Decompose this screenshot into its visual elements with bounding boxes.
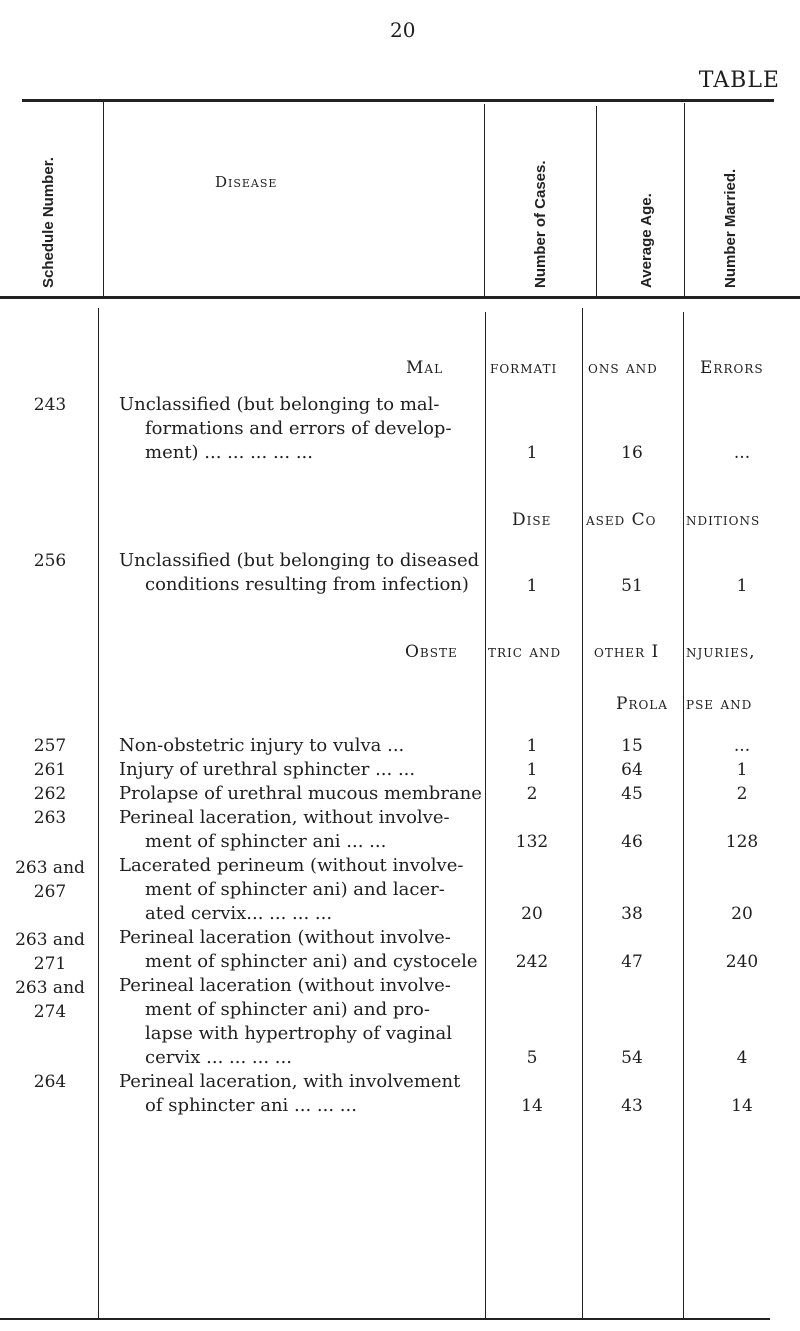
- average-age-value: 54: [621, 1048, 643, 1068]
- married-value: 14: [731, 1096, 753, 1116]
- schedule-line: 267: [33, 882, 67, 902]
- disease-description: [119, 926, 478, 974]
- married-value: ...: [733, 736, 751, 756]
- section-fragment: pse and: [686, 694, 753, 714]
- header-top-rule: [22, 99, 774, 102]
- married-value: 2: [736, 784, 748, 804]
- disease-line: ment of sphincter ani) and lacer-: [145, 879, 445, 900]
- married-value: 4: [736, 1048, 748, 1068]
- table-title: TABLE: [698, 68, 780, 93]
- schedule-number: 261: [33, 760, 67, 780]
- section-fragment: Dise: [512, 510, 552, 530]
- disease-description: [119, 974, 452, 1070]
- header-number-married: Number Married.: [722, 168, 739, 288]
- section-fragment: tric and: [488, 642, 562, 662]
- schedule-number: [4, 928, 96, 976]
- married-value: 240: [725, 952, 759, 972]
- disease-line: Unclassified (but belonging to mal-: [119, 394, 440, 415]
- header-number-of-cases: Number of Cases.: [532, 160, 549, 288]
- disease-line: cervix ... ... ... ...: [145, 1047, 292, 1068]
- section-fragment: other I: [594, 642, 660, 662]
- header-average-age: Average Age.: [638, 193, 655, 288]
- schedule-number: 257: [33, 736, 67, 756]
- average-age-value: 47: [621, 952, 643, 972]
- cases-value: 1: [526, 760, 538, 780]
- cases-value: 14: [521, 1096, 543, 1116]
- section-fragment: formati: [490, 358, 558, 378]
- header-divider: [596, 106, 597, 296]
- header-divider: [684, 103, 685, 296]
- cases-value: 242: [515, 952, 549, 972]
- average-age-value: 15: [621, 736, 643, 756]
- disease-description: [119, 782, 482, 806]
- married-value: 1: [736, 576, 748, 596]
- table-bottom-rule: [0, 1318, 770, 1320]
- disease-description: [119, 1070, 460, 1118]
- disease-line: formations and errors of develop-: [145, 418, 452, 439]
- schedule-number: 263: [33, 808, 67, 828]
- schedule-number: 264: [33, 1072, 67, 1092]
- body-divider: [98, 308, 99, 1318]
- average-age-value: 16: [621, 443, 643, 463]
- cases-value: 1: [526, 736, 538, 756]
- married-value: 1: [736, 760, 748, 780]
- schedule-line: 263 and: [15, 858, 85, 878]
- disease-description: [119, 549, 479, 597]
- disease-line: Perineal laceration (without involve-: [119, 927, 451, 948]
- disease-description: [119, 734, 404, 758]
- schedule-number: 256: [33, 551, 67, 571]
- disease-line: Perineal laceration, without involve-: [119, 807, 450, 828]
- married-value: 20: [731, 904, 753, 924]
- schedule-line: 271: [33, 954, 67, 974]
- disease-line: Prolapse of urethral mucous membrane: [119, 783, 482, 804]
- body-divider: [582, 308, 583, 1318]
- average-age-value: 43: [621, 1096, 643, 1116]
- section-fragment: njuries,: [686, 642, 756, 662]
- section-fragment: Mal: [406, 358, 444, 378]
- section-fragment: nditions: [686, 510, 761, 530]
- average-age-value: 46: [621, 832, 643, 852]
- schedule-number: [4, 976, 96, 1024]
- disease-line: Non-obstetric injury to vulva ...: [119, 735, 405, 756]
- cases-value: 5: [526, 1048, 538, 1068]
- section-fragment: ased Co: [586, 510, 657, 530]
- disease-line: ment of sphincter ani ... ...: [145, 831, 387, 852]
- cases-value: 132: [515, 832, 549, 852]
- disease-line: of sphincter ani ... ... ...: [145, 1095, 357, 1116]
- disease-line: Lacerated perineum (without involve-: [119, 855, 464, 876]
- cases-value: 2: [526, 784, 538, 804]
- average-age-value: 51: [621, 576, 643, 596]
- section-fragment: Errors: [700, 358, 764, 378]
- disease-line: ment) ... ... ... ... ...: [145, 442, 314, 463]
- disease-line: Perineal laceration (without involve-: [119, 975, 451, 996]
- disease-line: Perineal laceration, with involvement: [119, 1071, 461, 1092]
- section-fragment: Prola: [616, 694, 668, 714]
- disease-description: [119, 758, 415, 782]
- body-divider: [683, 312, 684, 1318]
- disease-line: ment of sphincter ani) and cystocele: [145, 951, 478, 972]
- header-divider: [484, 104, 485, 297]
- cases-value: 1: [526, 576, 538, 596]
- cases-value: 1: [526, 443, 538, 463]
- average-age-value: 64: [621, 760, 643, 780]
- married-value: 128: [725, 832, 759, 852]
- body-divider: [485, 312, 486, 1318]
- disease-description: [119, 393, 452, 465]
- header-schedule-number: Schedule Number.: [40, 157, 57, 288]
- disease-line: ated cervix... ... ... ...: [145, 903, 333, 924]
- cases-value: 20: [521, 904, 543, 924]
- section-fragment: ons and: [588, 358, 658, 378]
- page-number: 20: [390, 18, 416, 42]
- married-value: ...: [733, 443, 751, 463]
- schedule-line: 274: [33, 1002, 67, 1022]
- schedule-number: 243: [33, 395, 67, 415]
- disease-line: lapse with hypertrophy of vaginal: [145, 1023, 453, 1044]
- disease-line: conditions resulting from infection): [145, 574, 469, 595]
- schedule-number: 262: [33, 784, 67, 804]
- section-fragment: Obste: [405, 642, 458, 662]
- disease-line: ment of sphincter ani) and pro-: [145, 999, 430, 1020]
- disease-description: [119, 806, 450, 854]
- header-divider: [103, 101, 104, 297]
- schedule-line: 263 and: [15, 930, 85, 950]
- disease-line: Injury of urethral sphincter ... ...: [119, 759, 416, 780]
- header-bottom-rule: [0, 296, 800, 299]
- disease-description: [119, 854, 463, 926]
- average-age-value: 38: [621, 904, 643, 924]
- schedule-line: 263 and: [15, 978, 85, 998]
- schedule-number: [4, 856, 96, 904]
- header-disease: Disease: [215, 173, 278, 191]
- average-age-value: 45: [621, 784, 643, 804]
- disease-line: Unclassified (but belonging to diseased: [119, 550, 480, 571]
